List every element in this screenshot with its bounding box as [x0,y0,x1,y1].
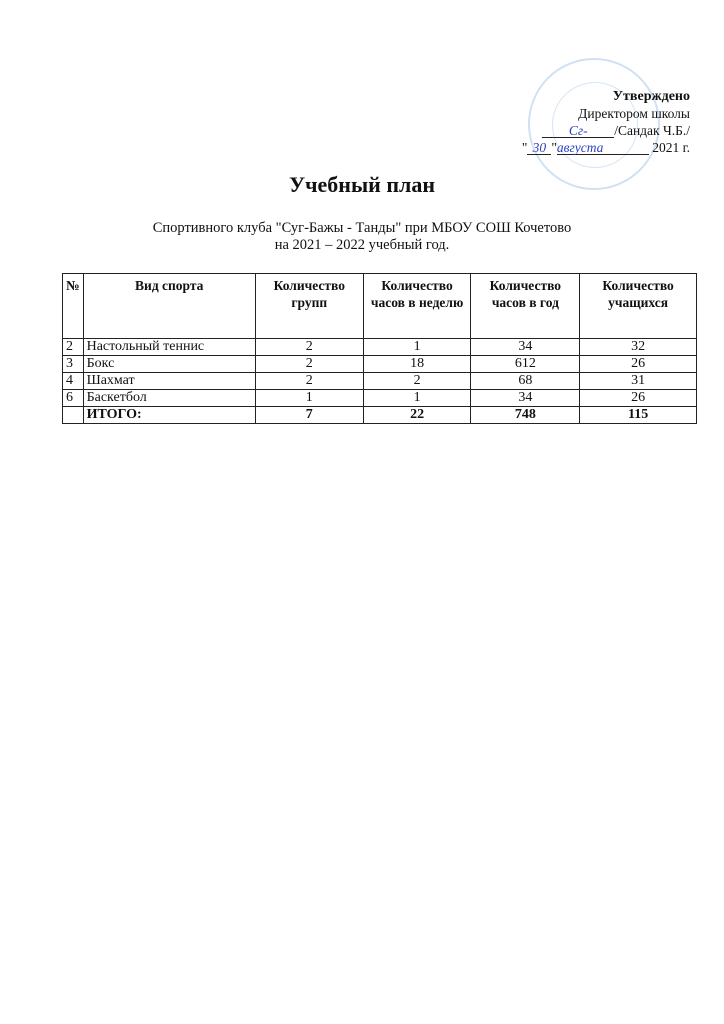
cell-number: 2 [63,339,84,356]
cell-students: 26 [580,356,697,373]
cell-students: 31 [580,373,697,390]
page-title: Учебный план [288,172,436,197]
curriculum-table [62,273,697,424]
cell-hours-year: 34 [471,390,580,407]
table-row [63,339,697,356]
table-row [63,373,697,390]
header-hours-week: Количество часов в неделю [363,274,471,339]
cell-groups: 1 [255,390,363,407]
cell-groups: 2 [255,373,363,390]
cell-number [63,407,84,424]
approval-year: 2021 г. [652,140,690,155]
subtitle [0,220,724,254]
table-total-row [63,407,697,424]
subtitle-line-2: на 2021 – 2022 учебный год. [274,237,450,253]
cell-sport: Шахмат [83,373,255,390]
cell-groups: 2 [255,356,363,373]
table-header-row [63,274,697,339]
subtitle-line-1: Спортивного клуба "Суг-Бажы - Танды" при МБОУ СОШ Кочетово [152,220,572,236]
cell-students: 26 [580,390,697,407]
cell-students: 115 [580,407,697,424]
cell-number: 4 [63,373,84,390]
cell-students: 32 [580,339,697,356]
cell-sport: Настольный теннис [83,339,255,356]
table-row [63,356,697,373]
header-students: Количество учащихся [580,274,697,339]
cell-groups: 7 [255,407,363,424]
cell-hours-week: 22 [363,407,471,424]
header-groups: Количество групп [255,274,363,339]
cell-hours-week: 1 [363,390,471,407]
cell-sport: Бокс [83,356,255,373]
cell-hours-week: 1 [363,339,471,356]
header-sport: Вид спорта [83,274,255,339]
approval-position: Директором школы [578,106,690,121]
cell-hours-year: 68 [471,373,580,390]
cell-number: 6 [63,390,84,407]
header-number: № [63,274,84,339]
director-name: /Сандак Ч.Б./ [614,123,690,138]
approval-day: 30 [527,139,551,155]
director-signature: Сг- [542,122,614,138]
cell-hours-week: 18 [363,356,471,373]
cell-sport: Баскетбол [83,390,255,407]
approval-block: Утверждено Директором школы Сг- /Сандак Ч.Б./ " 30 "августа 2021 г. [521,89,690,155]
approval-month: августа [557,139,649,155]
cell-groups: 2 [255,339,363,356]
cell-hours-year: 748 [471,407,580,424]
cell-hours-year: 612 [471,356,580,373]
cell-hours-year: 34 [471,339,580,356]
approval-heading: Утверждено [612,89,690,104]
table-row [63,390,697,407]
cell-sport: ИТОГО: [83,407,255,424]
cell-hours-week: 2 [363,373,471,390]
cell-number: 3 [63,356,84,373]
header-hours-year: Количество часов в год [471,274,580,339]
